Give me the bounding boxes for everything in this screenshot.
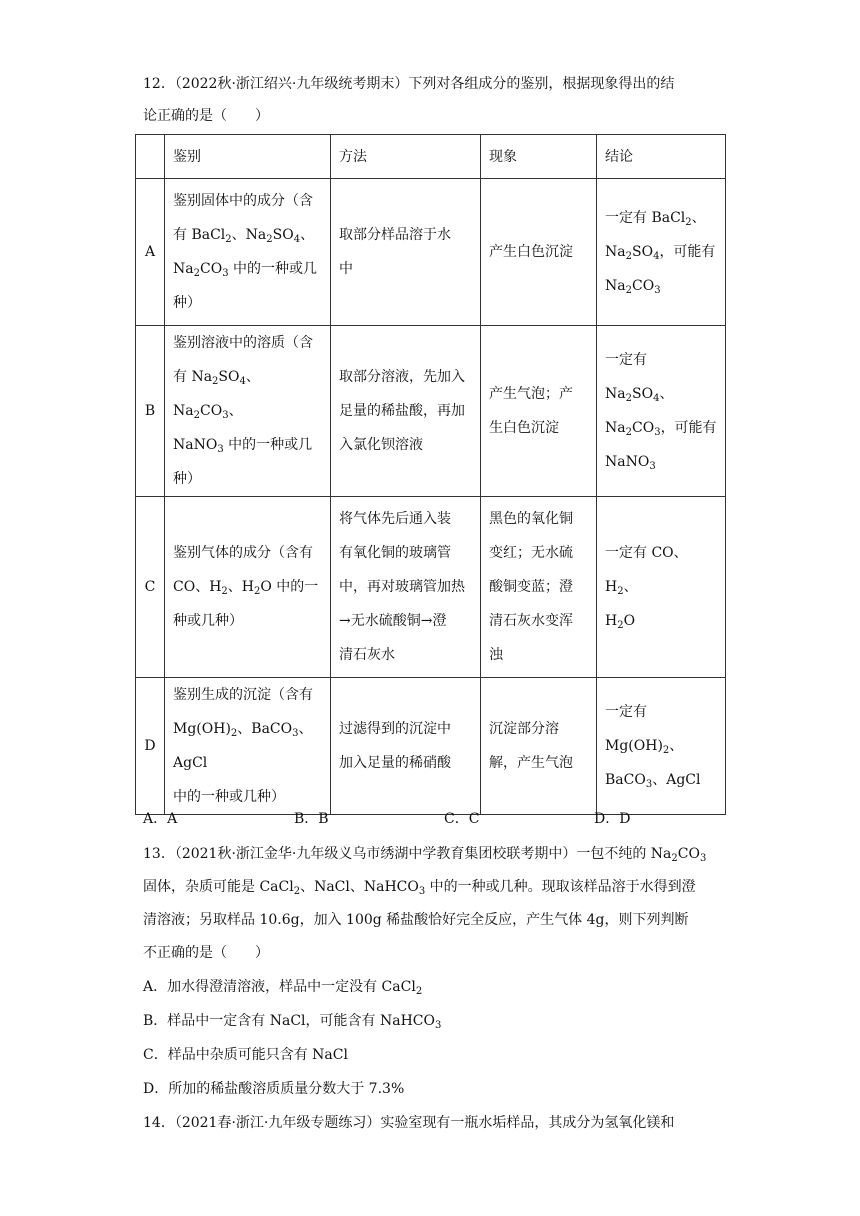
- choice-b[interactable]: B．B: [294, 811, 329, 827]
- identify-cell: 鉴别气体的成分（含有 CO、$H_2$、$H_2O$ 中的一 种或几种）: [165, 497, 331, 678]
- header-cell: 鉴别: [165, 135, 331, 179]
- method-cell: 取部分样品溶于水 中: [331, 179, 481, 326]
- choice-c[interactable]: C．C: [444, 811, 480, 827]
- row-label: B: [136, 326, 165, 497]
- phenomenon-cell: 沉淀部分溶 解，产生气泡: [481, 678, 597, 815]
- phenomenon-cell: 产生气泡；产 生白色沉淀: [481, 326, 597, 497]
- table-row: [136, 497, 726, 678]
- table-row: [136, 678, 726, 815]
- identify-cell: 鉴别生成的沉淀（含有 $Mg(OH)_2$、BaCO$_3$、AgCl 中的一种或几种）: [165, 678, 331, 815]
- method-cell: 取部分溶液，先加入 足量的稀盐酸，再加 入氯化钡溶液: [331, 326, 481, 497]
- q13-stem-line-1: 13．（2021秋·浙江金华·九年级义乌市绣湖中学教育集团校联考期中）一包不纯的 $Na_2CO_3$: [143, 846, 707, 864]
- q12-table: [135, 134, 726, 815]
- identify-cell: 鉴别溶液中的溶质（含 有 $Na_2SO_4$、$Na_2CO_3$、 NaNO$_3$ 中的一种或几 种）: [165, 326, 331, 497]
- conclusion-cell: 一定有 BaCl$_2$、 $Na_2SO_4$，可能有 $Na_2CO_3$: [597, 179, 726, 326]
- q13-option-b[interactable]: B．样品中一定含有 NaCl，可能含有 NaHCO$_3$: [143, 1013, 442, 1031]
- phenomenon-cell: 黑色的氧化铜 变红；无水硫 酸铜变蓝；澄 清石灰水变浑 浊: [481, 497, 597, 678]
- conclusion-cell: 一定有 $Mg(OH)_2$、 BaCO$_3$、AgCl: [597, 678, 726, 815]
- q14-stem-line-1: 14．（2021春·浙江·九年级专题练习）实验室现有一瓶水垢样品，其成分为氢氧化镁和: [143, 1115, 675, 1131]
- header-cell: 现象: [481, 135, 597, 179]
- q13-stem-line-3: 清溶液；另取样品 10.6g，加入 100g 稀盐酸恰好完全反应，产生气体 4g，则下列判断: [143, 912, 689, 928]
- header-cell: [136, 135, 165, 179]
- table-header-row: [136, 135, 726, 179]
- table-row: [136, 179, 726, 326]
- row-label: D: [136, 678, 165, 815]
- phenomenon-cell: 产生白色沉淀: [481, 179, 597, 326]
- choice-a[interactable]: A．A: [143, 811, 178, 827]
- header-cell: 结论: [597, 135, 726, 179]
- q12-stem-line-1: 12．（2022秋·浙江绍兴·九年级统考期末）下列对各组成分的鉴别，根据现象得出的结: [143, 76, 675, 92]
- row-label: C: [136, 497, 165, 678]
- identify-cell: 鉴别固体中的成分（含 有 BaCl$_2$、$Na_2SO_4$、 $Na_2CO_3$ 中的一种或几 种）: [165, 179, 331, 326]
- header-cell: 方法: [331, 135, 481, 179]
- q12-stem-line-2: 论正确的是（ ）: [143, 108, 269, 124]
- choice-d[interactable]: D．D: [594, 811, 631, 827]
- row-label: A: [136, 179, 165, 326]
- q13-stem-line-4: 不正确的是（ ）: [143, 945, 269, 961]
- q13-option-d[interactable]: D．所加的稀盐酸溶质质量分数大于 7.3%: [143, 1081, 405, 1097]
- method-cell: 过滤得到的沉淀中 加入足量的稀硝酸: [331, 678, 481, 815]
- conclusion-cell: 一定有 CO、$H_2$、 $H_2O$: [597, 497, 726, 678]
- method-cell: 将气体先后通入装 有氧化铜的玻璃管 中，再对玻璃管加热 →无水硫酸铜→澄 清石灰水: [331, 497, 481, 678]
- q13-stem-line-2: 固体，杂质可能是 CaCl$_2$、NaCl、NaHCO$_3$ 中的一种或几种。现取该样品溶于水得到澄: [143, 879, 696, 897]
- q13-option-a[interactable]: A．加水得澄清溶液，样品中一定没有 CaCl$_2$: [143, 979, 423, 997]
- q13-option-c[interactable]: C．样品中杂质可能只含有 NaCl: [143, 1047, 348, 1063]
- conclusion-cell: 一定有 $Na_2SO_4$、 $Na_2CO_3$，可能有 NaNO$_3$: [597, 326, 726, 497]
- table-row: [136, 326, 726, 497]
